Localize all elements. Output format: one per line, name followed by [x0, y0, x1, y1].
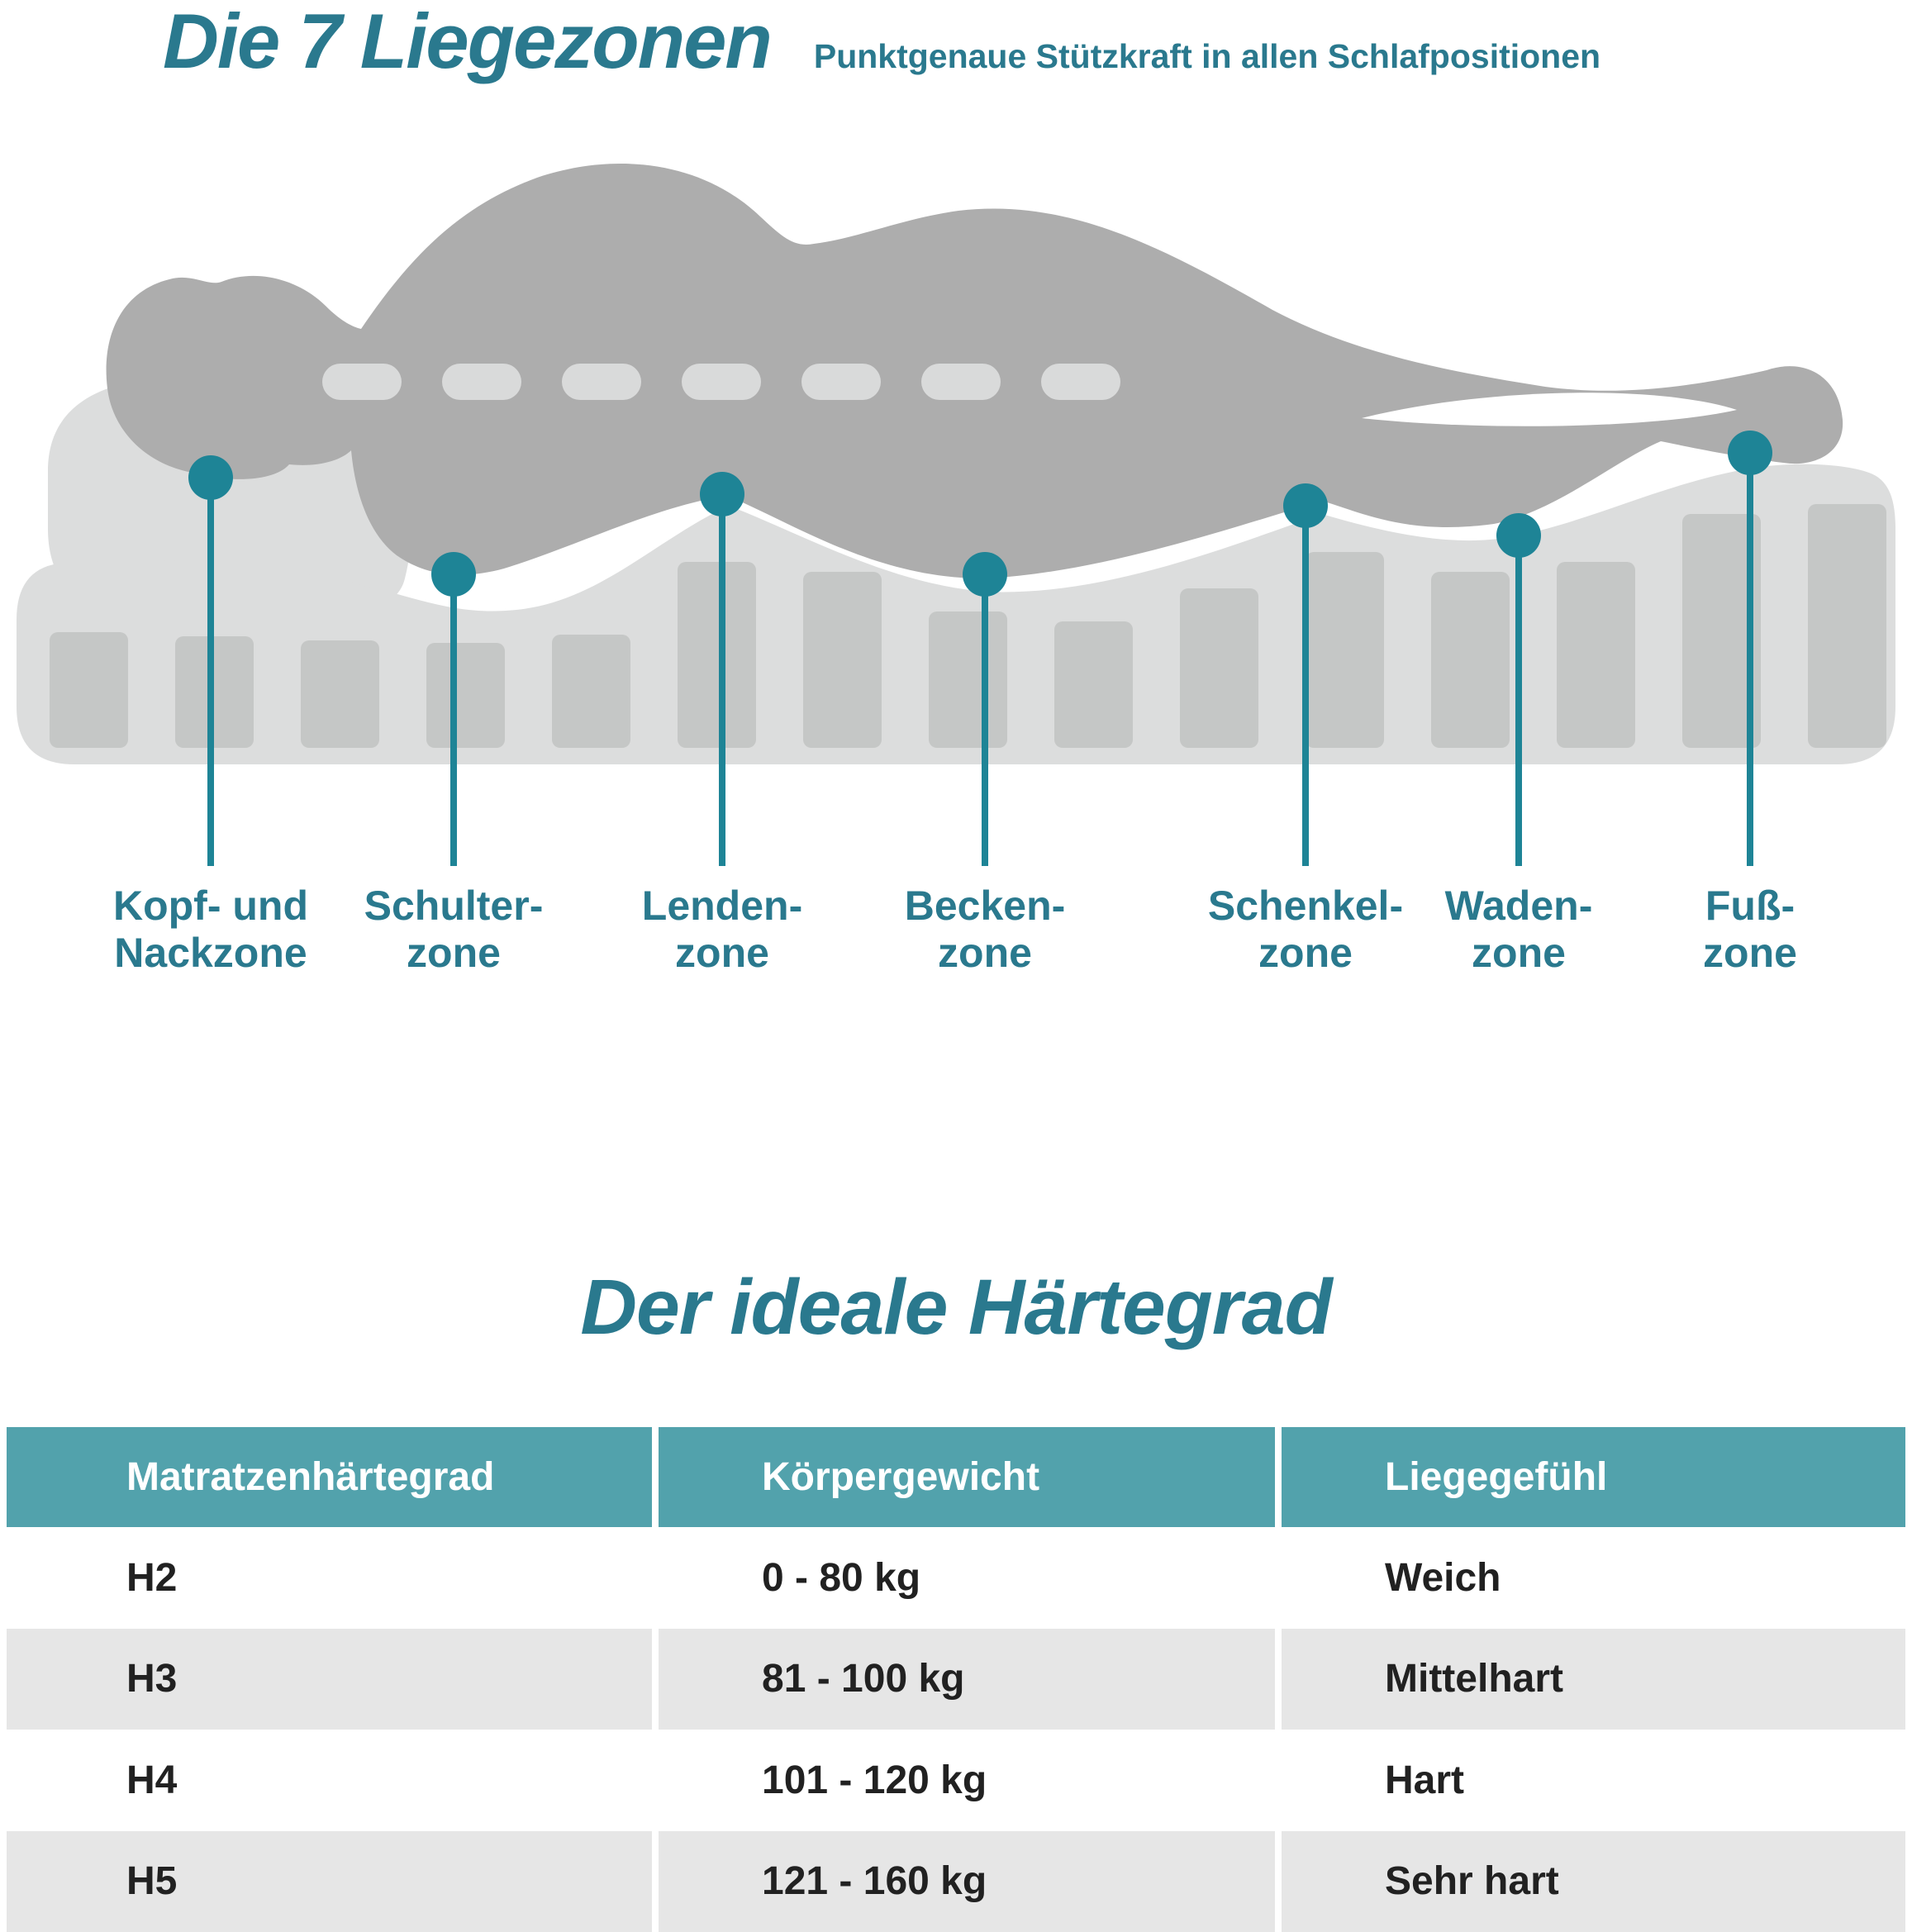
- section-title: Der ideale Härtegrad: [580, 1263, 1332, 1351]
- zone-label-line2: zone: [938, 930, 1032, 976]
- table-cell: 81 - 100 kg: [652, 1629, 1275, 1730]
- zone-label-line2: zone: [1703, 930, 1797, 976]
- zone-labels: [0, 883, 1912, 998]
- zone-label: [1208, 883, 1403, 977]
- zone-marker-dot: [1728, 431, 1772, 475]
- zone-label-line2: zone: [1258, 930, 1353, 976]
- zone-marker-dot: [963, 552, 1007, 597]
- table-cell: Mittelhart: [1275, 1629, 1905, 1730]
- table-header-cell: Körpergewicht: [652, 1427, 1275, 1527]
- zone-label-line1: Schenkel-: [1207, 883, 1404, 929]
- zone-label-line2: zone: [1472, 930, 1566, 976]
- zone-label-line1: Kopf- und: [112, 883, 309, 929]
- zone-label-line1: Fuß-: [1705, 883, 1795, 929]
- firmness-table: [7, 1427, 1905, 1932]
- table-cell: H3: [7, 1629, 652, 1730]
- mattress-zones-illustration: [0, 0, 1912, 876]
- table-cell: 0 - 80 kg: [652, 1527, 1275, 1629]
- zone-label-line2: zone: [407, 930, 501, 976]
- zone-label: [364, 883, 544, 977]
- page-subtitle: Punktgenaue Stützkraft in allen Schlafpositionen: [813, 37, 1601, 75]
- zone-label-line1: Waden-: [1444, 883, 1593, 929]
- zone-label: [1445, 883, 1593, 977]
- zone-label: [113, 883, 308, 977]
- table-cell: H2: [7, 1527, 652, 1629]
- table-cell: H5: [7, 1831, 652, 1932]
- zone-label-line2: Nackzone: [114, 930, 307, 976]
- zone-marker-dot: [700, 472, 744, 516]
- zone-marker-dot: [188, 455, 233, 500]
- table-cell: H4: [7, 1730, 652, 1831]
- table-header-cell: Matratzenhärtegrad: [7, 1427, 652, 1527]
- zone-marker-dot: [1283, 483, 1328, 528]
- zone-label-line2: zone: [675, 930, 769, 976]
- table-cell: Weich: [1275, 1527, 1905, 1629]
- zone-marker-dot: [1496, 513, 1541, 558]
- table-cell: Hart: [1275, 1730, 1905, 1831]
- zone-label-line1: Schulter-: [364, 883, 544, 929]
- zone-label-line1: Becken-: [904, 883, 1066, 929]
- zone-marker-dot: [431, 552, 476, 597]
- zone-label: [1703, 883, 1797, 977]
- zone-label: [642, 883, 802, 977]
- page-title: Die 7 Liegezonen: [163, 0, 771, 84]
- zone-label: [905, 883, 1066, 977]
- table-cell: 101 - 120 kg: [652, 1730, 1275, 1831]
- table-cell: 121 - 160 kg: [652, 1831, 1275, 1932]
- table-cell: Sehr hart: [1275, 1831, 1905, 1932]
- zone-label-line1: Lenden-: [641, 883, 803, 929]
- table-header-cell: Liegegefühl: [1275, 1427, 1905, 1527]
